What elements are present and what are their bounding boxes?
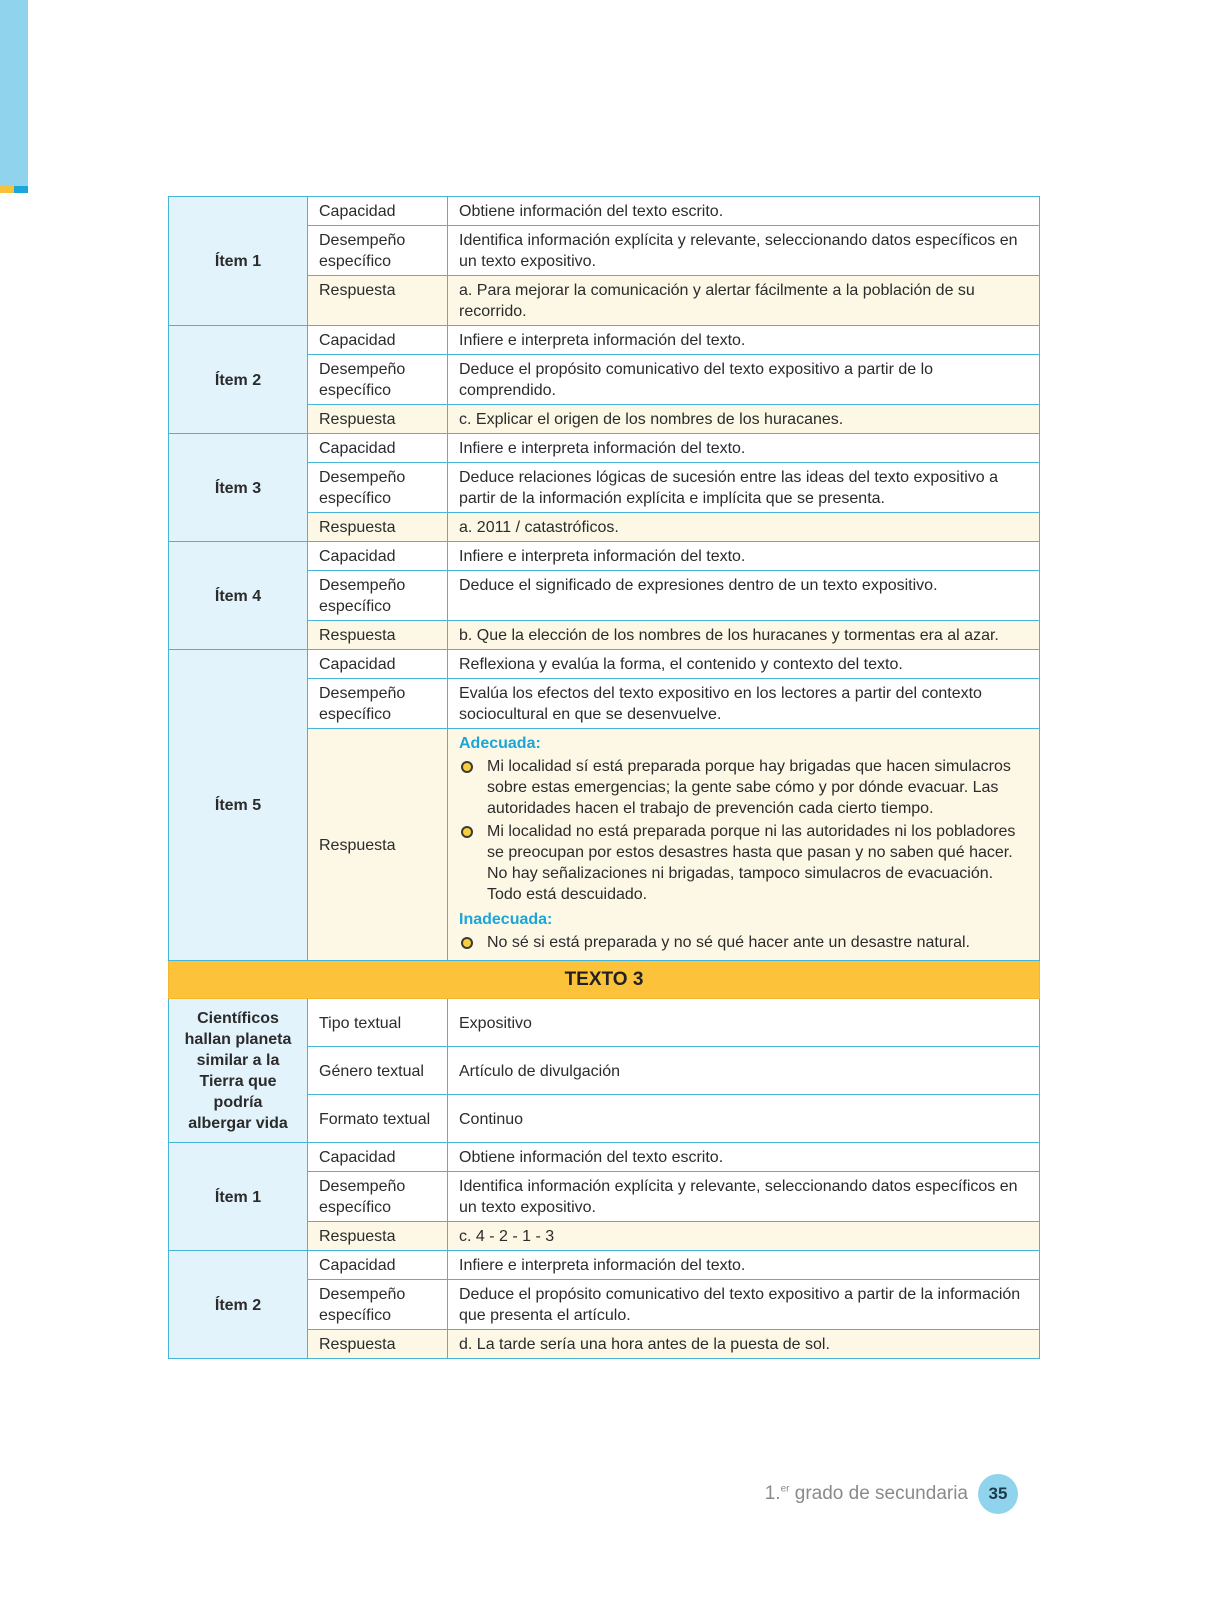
respuesta-label: Respuesta bbox=[308, 621, 448, 650]
respuesta-value: a. 2011 / catastróficos. bbox=[448, 513, 1040, 542]
capacidad-value: Infiere e interpreta información del texto. bbox=[448, 326, 1040, 355]
desempeno-value: Deduce el significado de expresiones dentro de un texto expositivo. bbox=[448, 571, 1040, 621]
bullet-circle-icon bbox=[461, 761, 473, 773]
table-row bbox=[169, 542, 1040, 571]
text-title: Científicos hallan planeta similar a la Tierra que podría albergar vida bbox=[169, 999, 308, 1143]
grade-sup: er bbox=[780, 1483, 790, 1495]
respuesta-value bbox=[448, 729, 1040, 961]
capacidad-value: Infiere e interpreta información del texto. bbox=[448, 434, 1040, 463]
desempeno-label: Desempeño específico bbox=[308, 226, 448, 276]
list-item bbox=[459, 756, 1028, 819]
inadecuada-list bbox=[459, 932, 1028, 953]
bullet-circle-icon bbox=[461, 826, 473, 838]
tipo-value: Expositivo bbox=[448, 999, 1040, 1047]
respuesta-label: Respuesta bbox=[308, 1222, 448, 1251]
item-label: Ítem 5 bbox=[169, 650, 308, 961]
bullet-circle-icon bbox=[461, 937, 473, 949]
capacidad-value: Obtiene información del texto escrito. bbox=[448, 1143, 1040, 1172]
capacidad-label: Capacidad bbox=[308, 326, 448, 355]
answer-text: Mi localidad sí está preparada porque hay brigadas que hacen simulacros sobre estas emergencias; la gente sabe cómo y por dónde evacuar. Las autoridades hacen el trabajo de prevención cada cierto tiempo. bbox=[487, 758, 1011, 817]
desempeno-label: Desempeño específico bbox=[308, 355, 448, 405]
respuesta-value: b. Que la elección de los nombres de los huracanes y tormentas era al azar. bbox=[448, 621, 1040, 650]
respuesta-value: c. 4 - 2 - 1 - 3 bbox=[448, 1222, 1040, 1251]
respuesta-value: a. Para mejorar la comunicación y alertar fácilmente a la población de su recorrido. bbox=[448, 276, 1040, 326]
genero-label: Género textual bbox=[308, 1047, 448, 1095]
answer-text: Mi localidad no está preparada porque ni las autoridades ni los pobladores se preocupan por estos desastres hasta que pasan y no saben qué hacer. No hay señalizaciones ni brigadas, tampoco simulacros de evacuación. Todo está descuidado. bbox=[487, 823, 1016, 903]
capacidad-value: Reflexiona y evalúa la forma, el contenido y contexto del texto. bbox=[448, 650, 1040, 679]
answer-text: No sé si está preparada y no sé qué hacer ante un desastre natural. bbox=[487, 934, 970, 951]
desempeno-label: Desempeño específico bbox=[308, 679, 448, 729]
table-row bbox=[169, 1143, 1040, 1172]
answer-key-table bbox=[168, 196, 1040, 1359]
table-row bbox=[169, 326, 1040, 355]
desempeno-value: Deduce el propósito comunicativo del texto expositivo a partir de la información que presenta el artículo. bbox=[448, 1280, 1040, 1330]
desempeno-value: Deduce relaciones lógicas de sucesión entre las ideas del texto expositivo a partir de la información explícita e implícita que se presenta. bbox=[448, 463, 1040, 513]
side-decoration-yellow bbox=[0, 186, 14, 193]
side-decoration-blue bbox=[14, 186, 28, 193]
grade-label bbox=[765, 1483, 968, 1505]
capacidad-value: Infiere e interpreta información del texto. bbox=[448, 542, 1040, 571]
respuesta-label: Respuesta bbox=[308, 513, 448, 542]
table-row bbox=[169, 999, 1040, 1047]
item-label: Ítem 1 bbox=[169, 1143, 308, 1251]
item-label: Ítem 1 bbox=[169, 197, 308, 326]
grade-text: grado de secundaria bbox=[789, 1483, 968, 1504]
desempeno-label: Desempeño específico bbox=[308, 1172, 448, 1222]
desempeno-value: Identifica información explícita y relevante, seleccionando datos específicos en un texto expositivo. bbox=[448, 226, 1040, 276]
capacidad-label: Capacidad bbox=[308, 1251, 448, 1280]
section-title: TEXTO 3 bbox=[169, 961, 1040, 999]
item-label: Ítem 2 bbox=[169, 326, 308, 434]
desempeno-value: Deduce el propósito comunicativo del texto expositivo a partir de lo comprendido. bbox=[448, 355, 1040, 405]
table-row bbox=[169, 1251, 1040, 1280]
capacidad-label: Capacidad bbox=[308, 1143, 448, 1172]
respuesta-label: Respuesta bbox=[308, 276, 448, 326]
desempeno-value: Identifica información explícita y relevante, seleccionando datos específicos en un texto expositivo. bbox=[448, 1172, 1040, 1222]
adecuada-heading: Adecuada: bbox=[459, 735, 541, 752]
capacidad-label: Capacidad bbox=[308, 650, 448, 679]
respuesta-label: Respuesta bbox=[308, 729, 448, 961]
desempeno-label: Desempeño específico bbox=[308, 1280, 448, 1330]
tipo-label: Tipo textual bbox=[308, 999, 448, 1047]
table-row bbox=[169, 434, 1040, 463]
grade-prefix: 1. bbox=[764, 1483, 781, 1504]
item-label: Ítem 4 bbox=[169, 542, 308, 650]
capacidad-value: Obtiene información del texto escrito. bbox=[448, 197, 1040, 226]
page-number: 35 bbox=[978, 1474, 1018, 1514]
inadecuada-heading: Inadecuada: bbox=[459, 911, 553, 928]
genero-value: Artículo de divulgación bbox=[448, 1047, 1040, 1095]
capacidad-label: Capacidad bbox=[308, 542, 448, 571]
formato-label: Formato textual bbox=[308, 1095, 448, 1143]
respuesta-label: Respuesta bbox=[308, 405, 448, 434]
table-row bbox=[169, 650, 1040, 679]
desempeno-label: Desempeño específico bbox=[308, 463, 448, 513]
respuesta-label: Respuesta bbox=[308, 1330, 448, 1359]
capacidad-label: Capacidad bbox=[308, 197, 448, 226]
respuesta-value: c. Explicar el origen de los nombres de los huracanes. bbox=[448, 405, 1040, 434]
desempeno-label: Desempeño específico bbox=[308, 571, 448, 621]
side-decoration-bar bbox=[0, 0, 28, 186]
section-header-row bbox=[169, 961, 1040, 999]
item-label: Ítem 2 bbox=[169, 1251, 308, 1359]
adecuada-list bbox=[459, 756, 1028, 905]
capacidad-value: Infiere e interpreta información del texto. bbox=[448, 1251, 1040, 1280]
list-item bbox=[459, 821, 1028, 905]
table-row bbox=[169, 197, 1040, 226]
capacidad-label: Capacidad bbox=[308, 434, 448, 463]
desempeno-value: Evalúa los efectos del texto expositivo en los lectores a partir del contexto sociocultural en que se desenvuelve. bbox=[448, 679, 1040, 729]
respuesta-value: d. La tarde sería una hora antes de la puesta de sol. bbox=[448, 1330, 1040, 1359]
list-item bbox=[459, 932, 1028, 953]
formato-value: Continuo bbox=[448, 1095, 1040, 1143]
page-footer bbox=[765, 1474, 1018, 1514]
item-label: Ítem 3 bbox=[169, 434, 308, 542]
